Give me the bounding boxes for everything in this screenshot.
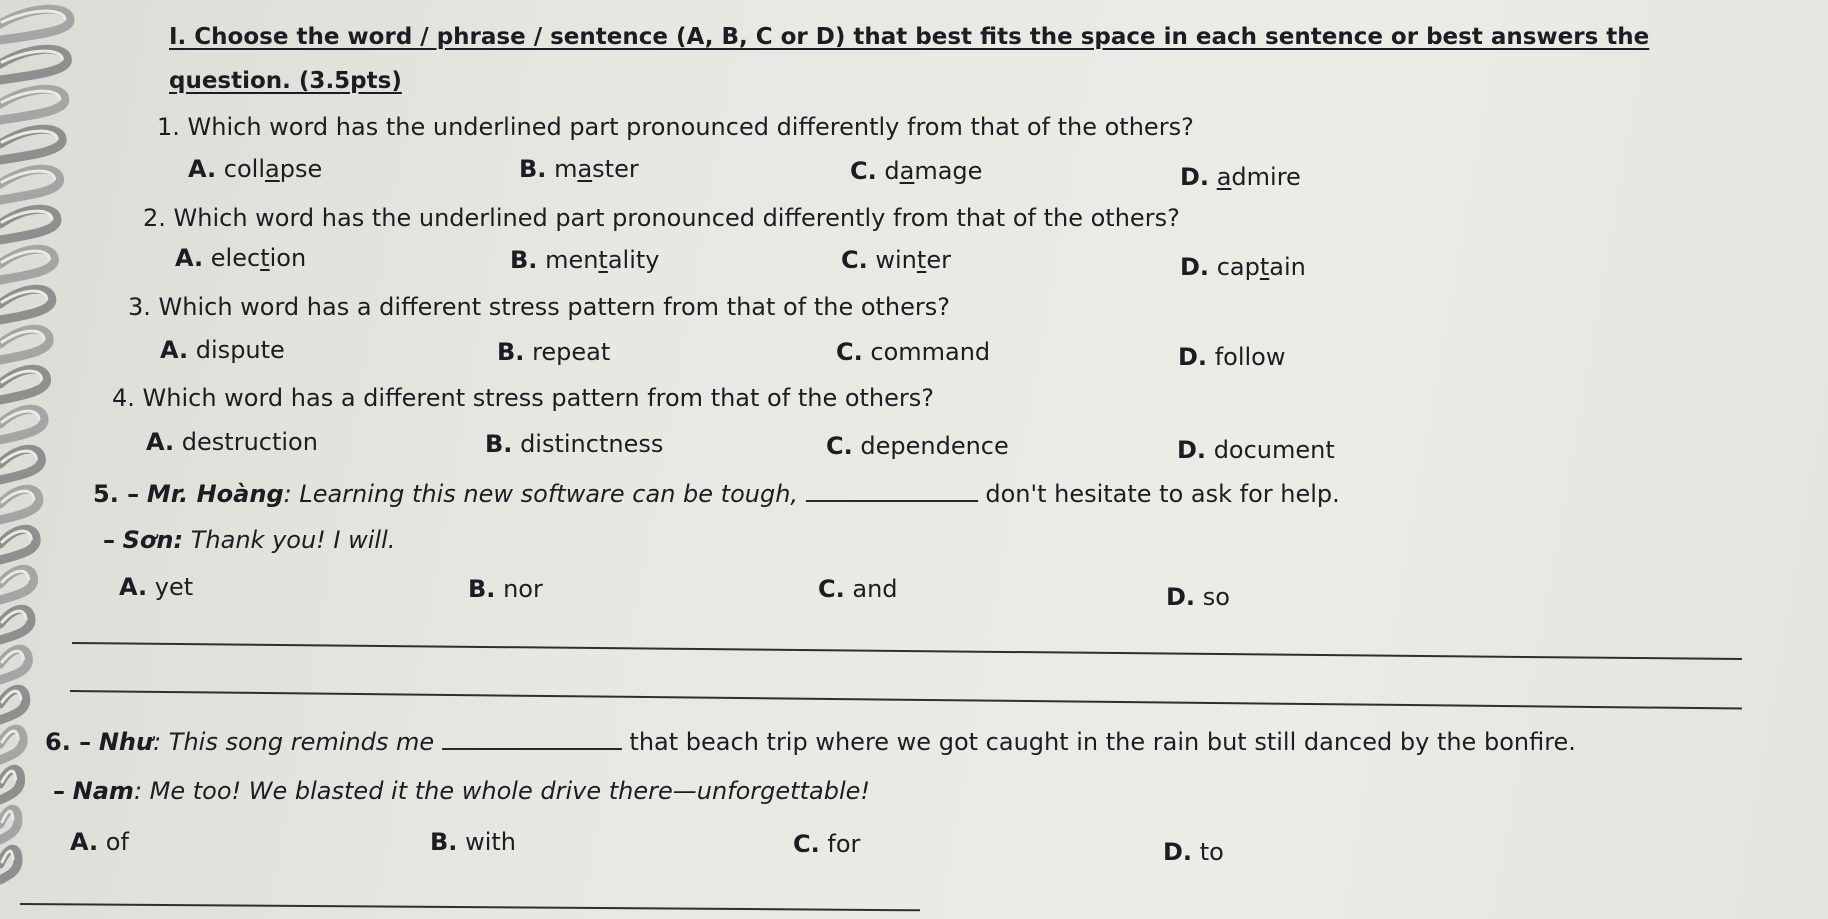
speaker-name: Mr. Hoàng (146, 480, 284, 508)
q5-option-d[interactable]: D. so (1166, 583, 1230, 611)
q1-option-c[interactable]: C. damage (850, 157, 983, 185)
option-letter: B. (485, 430, 513, 458)
q3-option-b[interactable]: B. repeat (497, 338, 611, 366)
option-letter: B. (510, 246, 538, 274)
q2-option-b[interactable]: B. mentality (510, 246, 660, 274)
option-letter: C. (826, 432, 853, 460)
option-letter: B. (519, 155, 547, 183)
option-letter: D. (1166, 583, 1196, 611)
option-letter: D. (1180, 163, 1210, 191)
speaker-name: Sơn: (122, 526, 184, 554)
speaker-name: Nam (72, 777, 134, 805)
q3-option-d[interactable]: D. follow (1178, 343, 1286, 371)
q6-option-a[interactable]: A. of (70, 828, 129, 856)
speaker-name: Như (98, 728, 154, 756)
underlined-part: a (899, 157, 915, 185)
spiral-ring (0, 809, 18, 840)
question-3-stem: 3. Which word has a different stress pattern from that of the others? (128, 293, 951, 321)
q2-option-c[interactable]: C. winter (841, 246, 951, 274)
option-letter: A. (175, 244, 204, 272)
question-5-line2: – Sơn: Thank you! I will. (103, 526, 396, 554)
spiral-ring (0, 609, 31, 640)
underlined-part: a (1216, 163, 1232, 191)
question-6-line2: – Nam: Me too! We blasted it the whole drive there—unforgettable! (53, 777, 870, 805)
q6-option-c[interactable]: C. for (793, 830, 861, 858)
answer-rule-line (72, 642, 1742, 660)
underlined-part: t (598, 246, 608, 274)
question-5-line1: 5. – Mr. Hoàng: Learning this new software can be tough, don't hesitate to ask for help. (93, 480, 1340, 508)
option-letter: C. (793, 830, 820, 858)
option-letter: A. (188, 155, 217, 183)
q6-option-b[interactable]: B. with (430, 828, 516, 856)
option-letter: A. (70, 828, 99, 856)
spiral-ring (0, 729, 23, 760)
q3-option-a[interactable]: A. dispute (160, 336, 285, 364)
option-letter: A. (146, 428, 175, 456)
underlined-part: t (916, 246, 927, 274)
q1-option-a[interactable]: A. collapse (188, 155, 323, 183)
spiral-ring (0, 689, 26, 720)
option-letter: D. (1163, 838, 1193, 866)
option-letter: C. (818, 575, 845, 603)
spiral-ring (0, 849, 18, 880)
q3-option-c[interactable]: C. command (836, 338, 991, 366)
answer-blank[interactable] (442, 728, 622, 750)
option-letter: B. (468, 575, 496, 603)
option-letter: C. (850, 157, 877, 185)
answer-blank[interactable] (806, 480, 978, 502)
section-heading-line1: I. Choose the word / phrase / sentence (A, B, C or D) that best fits the space in each sentence or best answers the (169, 24, 1650, 50)
q5-option-c[interactable]: C. and (818, 575, 898, 603)
q4-option-d[interactable]: D. document (1177, 436, 1335, 464)
question-6-line1: 6. – Như: This song reminds me that beach trip where we got caught in the rain but still danced by the bonfire. (45, 728, 1576, 756)
option-letter: C. (836, 338, 863, 366)
q1-option-d[interactable]: D. admire (1180, 163, 1301, 191)
q2-option-d[interactable]: D. captain (1180, 253, 1306, 281)
option-letter: C. (841, 246, 868, 274)
q4-option-a[interactable]: A. destruction (146, 428, 318, 456)
answer-rule-line (70, 690, 1742, 710)
q5-option-a[interactable]: A. yet (119, 573, 194, 601)
q4-option-b[interactable]: B. distinctness (485, 430, 664, 458)
underlined-part: t (260, 244, 270, 272)
option-letter: D. (1178, 343, 1208, 371)
underlined-part: t (1259, 253, 1270, 281)
question-2-stem: 2. Which word has the underlined part pronounced differently from that of the others? (143, 204, 1180, 232)
q1-option-b[interactable]: B. master (519, 155, 639, 183)
underlined-part: a (265, 155, 280, 183)
option-letter: D. (1180, 253, 1210, 281)
q6-option-d[interactable]: D. to (1163, 838, 1224, 866)
q4-option-c[interactable]: C. dependence (826, 432, 1009, 460)
spiral-ring (0, 649, 28, 680)
underlined-part: a (577, 155, 593, 183)
section-heading-line2: question. (3.5pts) (169, 68, 402, 94)
q5-option-b[interactable]: B. nor (468, 575, 543, 603)
answer-rule-line (20, 903, 920, 911)
option-letter: A. (119, 573, 148, 601)
question-4-stem: 4. Which word has a different stress pattern from that of the others? (112, 384, 935, 412)
option-letter: D. (1177, 436, 1207, 464)
spiral-ring (0, 769, 21, 800)
question-1-stem: 1. Which word has the underlined part pronounced differently from that of the others? (157, 113, 1194, 141)
option-letter: A. (160, 336, 189, 364)
option-letter: B. (430, 828, 458, 856)
option-letter: B. (497, 338, 525, 366)
q2-option-a[interactable]: A. election (175, 244, 307, 272)
